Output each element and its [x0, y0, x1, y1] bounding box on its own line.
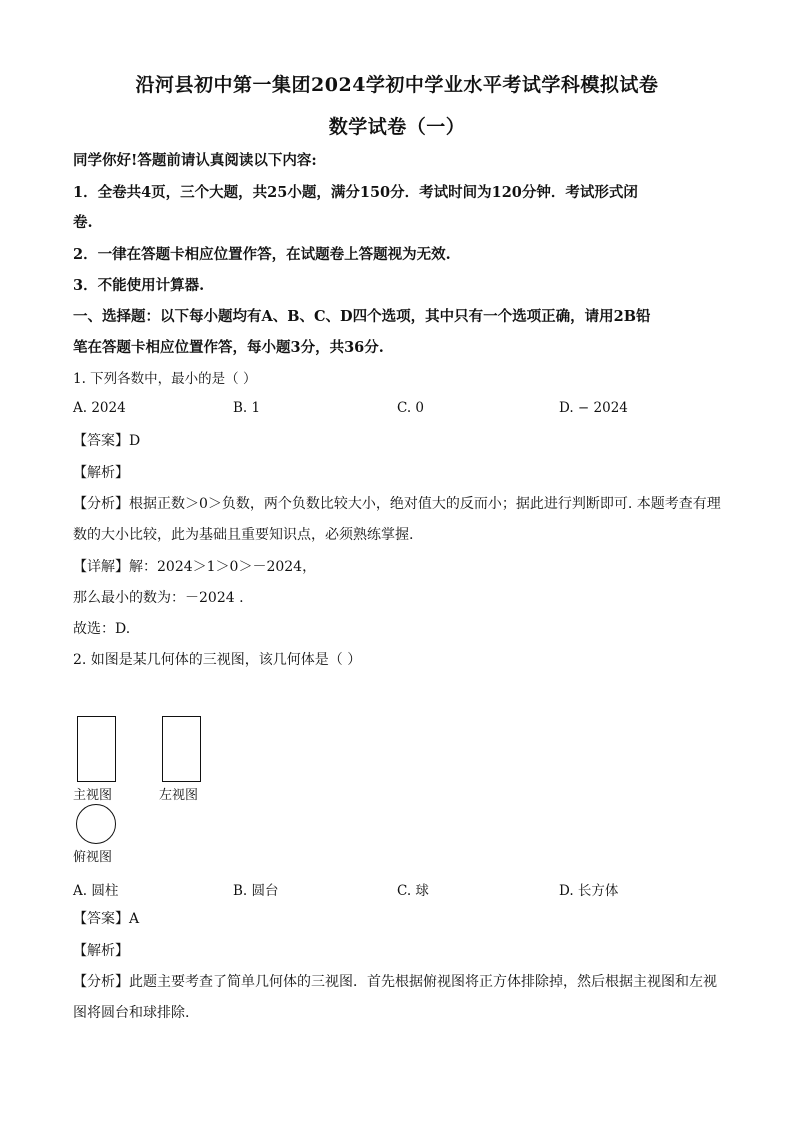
top-view-label: 俯视图	[73, 850, 113, 865]
q1-option-c: C. 0	[397, 400, 425, 416]
q1-option-a: A. 2024	[73, 400, 126, 416]
q2-option-d: D. 长方体	[559, 883, 619, 899]
q1-analysis-cont: 数的大小比较，此为基础且重要知识点，必须熟练掌握.	[73, 527, 414, 543]
notice-rule-1: 1．全卷共4页，三个大题，共25小题，满分150分．考试时间为120分钟．考试形式闭	[73, 184, 638, 201]
notice-greeting: 同学你好!答题前请认真阅读以下内容:	[73, 152, 317, 169]
q2-analysis: 【分析】此题主要考查了简单几何体的三视图．首先根据俯视图将正方体排除掉，然后根据主视图和左视	[73, 974, 717, 990]
q2-analysis-cont: 图将圆台和球排除.	[73, 1005, 190, 1021]
q2-analysis-label: 【解析】	[73, 943, 129, 959]
front-view-rectangle	[77, 716, 116, 782]
q2-option-a: A. 圆柱	[73, 883, 119, 899]
section-1-heading: 一、选择题：以下每小题均有A、B、C、D四个选项，其中只有一个选项正确，请用2B铅	[73, 308, 651, 325]
section-1-heading-cont: 笔在答题卡相应位置作答，每小题3分，共36分.	[73, 339, 384, 356]
q1-choice: 故选：D.	[73, 621, 131, 637]
q1-detail: 【详解】解：2024＞1＞0＞－2024，	[73, 559, 317, 575]
q2-option-c: C. 球	[397, 883, 429, 899]
q2-answer: 【答案】A	[73, 911, 140, 927]
notice-rule-3: 3．不能使用计算器.	[73, 277, 205, 294]
q1-option-b: B. 1	[233, 400, 261, 416]
q2-option-b: B. 圆台	[233, 883, 279, 899]
q1-answer: 【答案】D	[73, 433, 141, 449]
exam-subtitle: 数学试卷（一）	[328, 116, 466, 138]
front-view-label: 主视图	[73, 788, 113, 803]
left-view-rectangle	[162, 716, 201, 782]
q1-conclusion: 那么最小的数为：－2024 .	[73, 590, 244, 606]
q1-option-d: D. − 2024	[559, 400, 628, 416]
q1-analysis: 【分析】根据正数＞0＞负数，两个负数比较大小，绝对值大的反而小；据此进行判断即可. 本题考查有理	[73, 496, 721, 512]
left-view-label: 左视图	[159, 788, 199, 803]
notice-rule-1-cont: 卷.	[73, 214, 93, 231]
q1-question: 1. 下列各数中，最小的是（ ）	[73, 371, 257, 387]
notice-rule-2: 2．一律在答题卡相应位置作答，在试题卷上答题视为无效.	[73, 246, 451, 263]
q2-question: 2. 如图是某几何体的三视图，该几何体是（ ）	[73, 652, 362, 668]
q1-analysis-label: 【解析】	[73, 465, 129, 481]
top-view-circle	[76, 804, 116, 844]
exam-title: 沿河县初中第一集团2024学初中学业水平考试学科模拟试卷	[135, 74, 659, 96]
